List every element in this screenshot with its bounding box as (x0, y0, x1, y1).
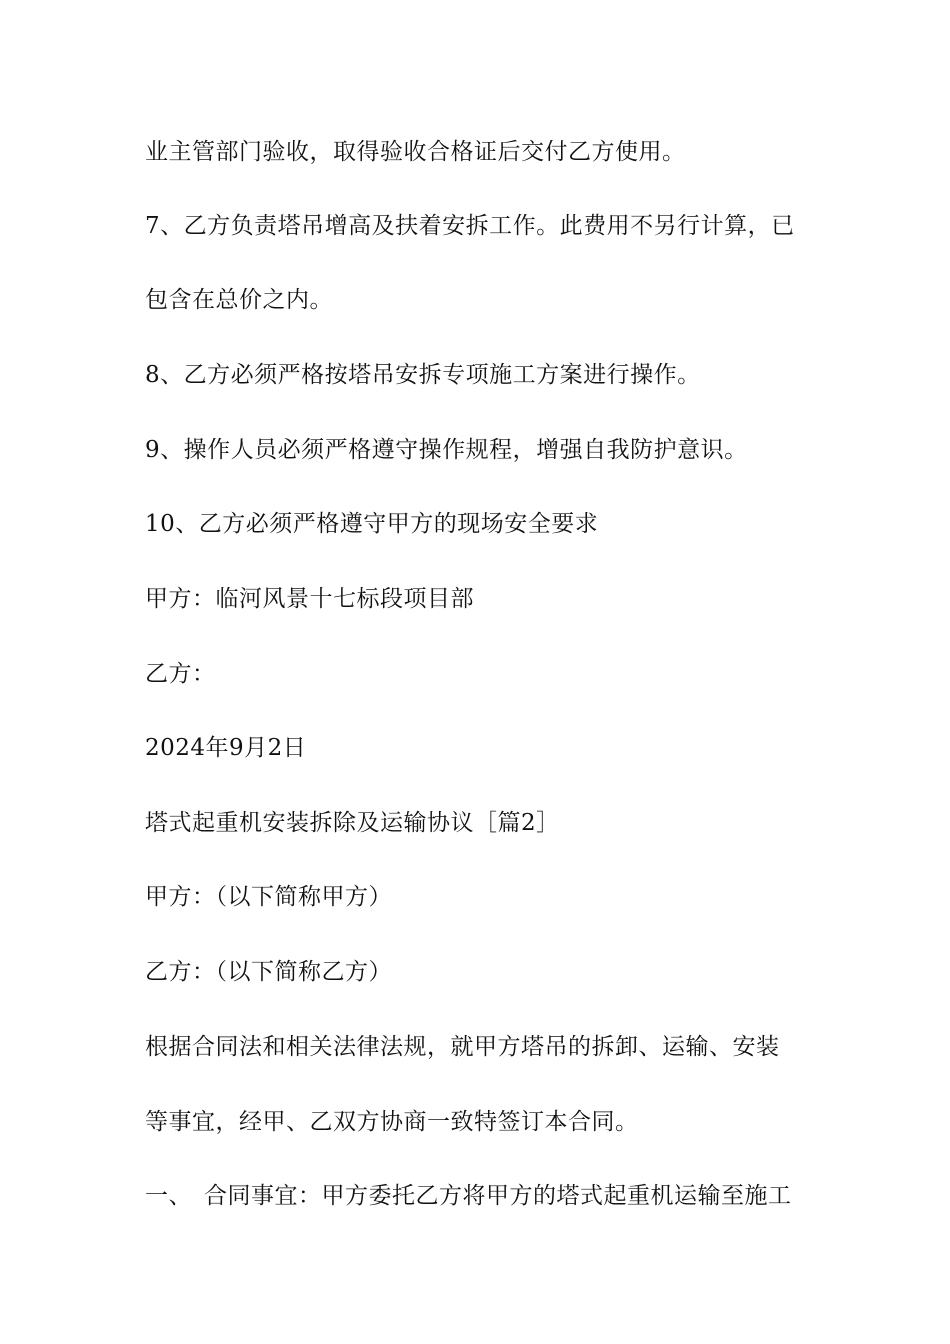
clause-9: 9、操作人员必须严格遵守操作规程，增强自我防护意识。 (145, 437, 748, 463)
preamble-line-1: 根据合同法和相关法律法规，就甲方塔吊的拆卸、运输、安装 (145, 1034, 780, 1060)
party-b-line: 乙方：（以下简称乙方） (145, 959, 392, 985)
clause-8: 8、乙方必须严格按塔吊安拆专项施工方案进行操作。 (145, 362, 701, 388)
clause-7-line-1: 7、乙方负责塔吊增高及扶着安拆工作。此费用不另行计算，已 (145, 213, 795, 239)
clause-10: 10、乙方必须严格遵守甲方的现场安全要求 (145, 511, 599, 537)
section-1-line-1: 一、 合同事宜：甲方委托乙方将甲方的塔式起重机运输至施工 (145, 1183, 792, 1209)
party-a-signature: 甲方：临河风景十七标段项目部 (145, 586, 474, 612)
clause-7-line-2: 包含在总价之内。 (145, 287, 333, 313)
party-b-signature: 乙方： (145, 661, 216, 687)
party-a-line: 甲方：（以下简称甲方） (145, 884, 392, 910)
text-line-continuation: 业主管部门验收，取得验收合格证后交付乙方使用。 (145, 139, 686, 165)
signing-date: 2024年9月2日 (145, 735, 307, 761)
agreement-title: 塔式起重机安装拆除及运输协议［篇2］ (145, 810, 560, 836)
preamble-line-2: 等事宜，经甲、乙双方协商一致特签订本合同。 (145, 1109, 639, 1135)
